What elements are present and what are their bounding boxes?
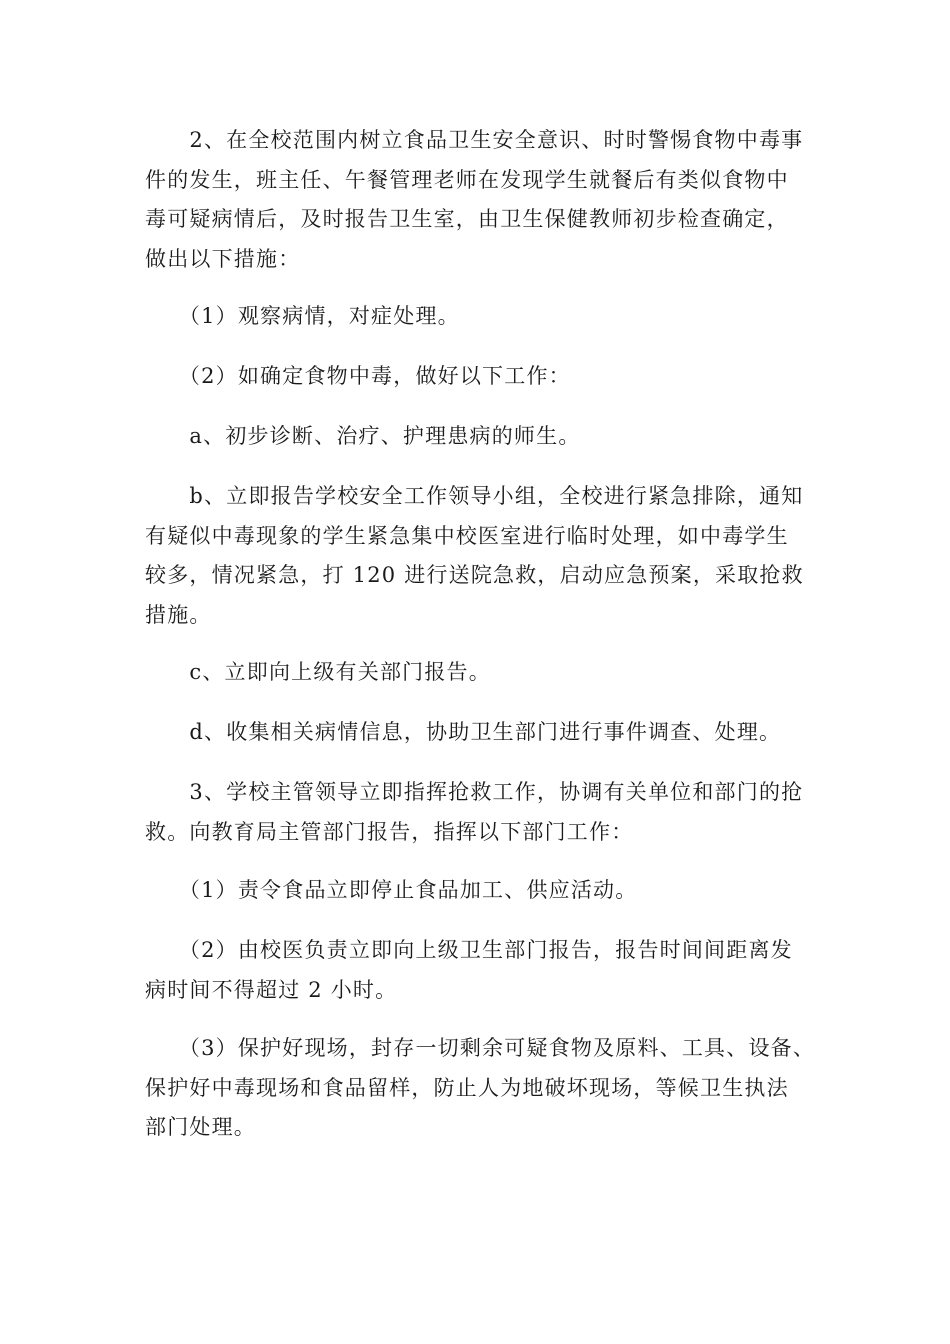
paragraph-order-2: （2）由校医负责立即向上级卫生部门报告，报告时间间距离发 病时间不得超过 2 小时。 [145,938,793,1002]
paragraph-item-3: 3、学校主管领导立即指挥抢救工作，协调有关单位和部门的抢 救。向教育局主管部门报告，指挥以下部门工作： [145,780,804,844]
paragraph-order-3: （3）保护好现场，封存一切剩余可疑食物及原料、工具、设备、 保护好中毒现场和食品留样，防止人为地破坏现场，等候卫生执法 部门处理。 [145,1036,816,1139]
paragraph-step-d: d、收集相关病情信息，协助卫生部门进行事件调查、处理。 [145,720,782,744]
paragraph-measure-1: （1）观察病情，对症处理。 [145,304,460,328]
paragraph-step-b: b、立即报告学校安全工作领导小组，全校进行紧急排除，通知 有疑似中毒现象的学生紧急集中校医室进行临时处理，如中毒学生 较多，情况紧急，打 120 进行送院急救，启动应急预案，采取抢救 措施。 [145,484,804,627]
paragraph-item-2: 2、在全校范围内树立食品卫生安全意识、时时警惕食物中毒事 件的发生，班主任、午餐管理老师在发现学生就餐后有类似食物中 毒可疑病情后，及时报告卫生室，由卫生保健教师初步检查确定， 做出以下措施： [145,128,804,271]
paragraph-step-a: a、初步诊断、治疗、护理患病的师生。 [145,424,581,448]
paragraph-measure-2: （2）如确定食物中毒，做好以下工作： [145,364,571,388]
paragraph-order-1: （1）责令食品立即停止食品加工、供应活动。 [145,878,638,902]
paragraph-step-c: c、立即向上级有关部门报告。 [145,660,491,684]
